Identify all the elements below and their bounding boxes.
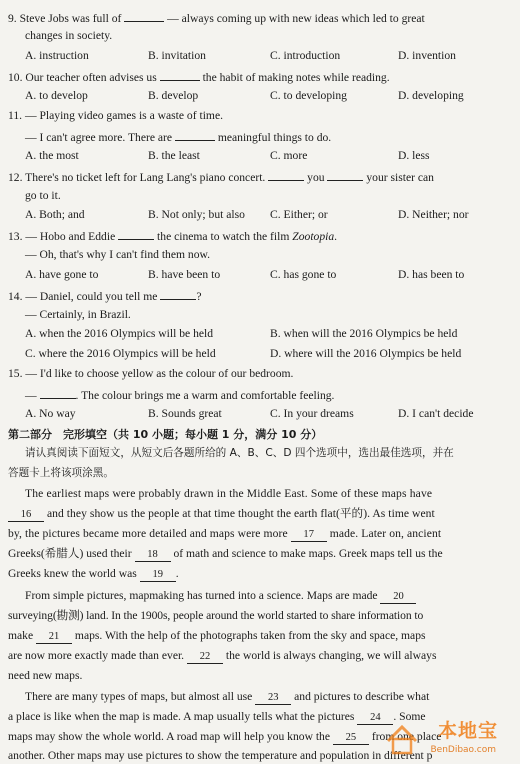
passage-text: maps. With the help of the photographs taken from the sky and space, maps	[74, 629, 426, 642]
q12-stem-text-2: you	[307, 171, 325, 184]
q9-stem-text-2: — always coming up with new ideas which led to great	[167, 12, 425, 25]
q12-stem-line2: go to it.	[25, 189, 61, 202]
passage-p2-line3	[8, 629, 426, 644]
passage-text: from one place	[371, 730, 442, 743]
q15-stem-text: . The colour brings me a warm and comfortable feeling.	[75, 389, 335, 402]
q9-stem-line2: changes in society.	[25, 29, 113, 42]
passage-p2-line4	[8, 649, 436, 664]
q10-answer-blank	[160, 69, 200, 81]
q15-option-d: D. I can't decide	[398, 407, 474, 420]
q9-stem-text: 9. Steve Jobs was full of	[8, 12, 122, 25]
passage-p3-line4: another. Other maps may use pictures to show the temperature and population in different p	[8, 749, 433, 762]
q13-answer-blank	[118, 228, 154, 240]
q14-stem-line1	[8, 288, 201, 304]
passage-text: From simple pictures, mapmaking has turned into a science. Maps are made	[25, 589, 378, 602]
q12-option-a: A. Both; and	[25, 208, 85, 221]
q13-option-b: B. have been to	[148, 268, 221, 281]
q15-answer-blank	[40, 387, 76, 399]
q15-stem-line2	[25, 387, 334, 403]
q13-stem-line2: — Oh, that's why I can't find them now.	[25, 248, 211, 261]
q15-option-b: B. Sounds great	[148, 407, 222, 420]
q15-option-c: C. In your dreams	[270, 407, 354, 420]
q9-answer-blank	[124, 10, 164, 22]
q12-stem-text: 12. There's no ticket left for Lang Lang's piano concert.	[8, 171, 266, 184]
q13-film-title: Zootopia	[292, 230, 335, 243]
section-title: 第二部分 完形填空（共 10 小题；每小题 1 分，满分 10 分）	[8, 428, 323, 441]
passage-text: made. Later on, ancient	[329, 527, 442, 540]
cloze-blank-17: 17	[291, 529, 327, 542]
passage-p1-line1: The earliest maps were probably drawn in the Middle East. Some of these maps have	[25, 487, 433, 500]
q11-stem-line1: 11. — Playing video games is a waste of time.	[8, 109, 223, 122]
passage-text: by, the pictures became more detailed and maps were more	[8, 527, 288, 540]
q14-option-d: D. where will the 2016 Olympics be held	[270, 347, 462, 360]
q11-option-a: A. the most	[25, 149, 79, 162]
section-instructions-1: 请认真阅读下面短文，从短文后各题所给的 A、B、C、D 四个选项中，选出最佳选项，并在	[25, 447, 454, 459]
passage-text: the world is always changing, we will always	[225, 649, 437, 662]
q9-stem-line1	[8, 10, 425, 26]
section-instructions-2: 答题卡上将该项涂黑。	[8, 467, 114, 479]
cloze-blank-16: 16	[8, 509, 44, 522]
passage-p1-line3	[8, 527, 441, 542]
q12-answer-blank-2	[327, 169, 363, 181]
cloze-blank-24: 24	[357, 712, 393, 725]
q13-option-a: A. have gone to	[25, 268, 99, 281]
passage-p3-line3	[8, 730, 441, 745]
q11-stem-text: — I can't agree more. There are	[25, 131, 173, 144]
watermark-url: BenDibao.com	[430, 745, 496, 755]
passage-p1-line5	[8, 567, 179, 582]
q14-stem-qmark: ?	[196, 290, 202, 303]
passage-text: .	[175, 567, 179, 580]
q13-stem-text-2: the cinema to watch the film	[157, 230, 290, 243]
q14-option-c: C. where the 2016 Olympics will be held	[25, 347, 216, 360]
q13-option-d: D. has been to	[398, 268, 465, 281]
passage-text: are now more exactly made than ever.	[8, 649, 185, 662]
q10-option-c: C. to developing	[270, 89, 347, 102]
passage-text: Greeks knew the world was	[8, 567, 137, 580]
passage-text: Greeks(希腊人) used their	[8, 547, 132, 560]
q9-option-b: B. invitation	[148, 49, 206, 62]
q12-answer-blank-1	[268, 169, 304, 181]
q14-option-b: B. when will the 2016 Olympics be held	[270, 327, 458, 340]
cloze-blank-21: 21	[36, 631, 72, 644]
q9-option-d: D. invention	[398, 49, 456, 62]
q9-option-a: A. instruction	[25, 49, 89, 62]
q14-answer-blank	[160, 288, 196, 300]
passage-p2-line5: need new maps.	[8, 669, 83, 682]
q13-stem-text: 13. — Hobo and Eddie	[8, 230, 116, 243]
q13-option-c: C. has gone to	[270, 268, 337, 281]
q10-stem-text-2: the habit of making notes while reading.	[202, 71, 390, 84]
q10-stem	[8, 69, 390, 85]
q13-stem-period: .	[334, 230, 338, 243]
q14-stem-line2: — Certainly, in Brazil.	[25, 308, 131, 321]
passage-text: maps may show the whole world. A road map will help you know the	[8, 730, 331, 743]
watermark-text: 本地宝	[437, 720, 498, 742]
q10-option-d: D. developing	[398, 89, 464, 102]
passage-text: of math and science to make maps. Greek maps tell us the	[173, 547, 443, 560]
passage-p2-line1	[25, 589, 416, 604]
cloze-blank-23: 23	[255, 692, 291, 705]
q11-answer-blank	[175, 129, 215, 141]
q11-stem-text-2: meaningful things to do.	[217, 131, 332, 144]
passage-p1-line4	[8, 547, 443, 562]
cloze-blank-22: 22	[187, 651, 223, 664]
q12-option-c: C. Either; or	[270, 208, 328, 221]
cloze-blank-25: 25	[333, 732, 369, 745]
q11-option-b: B. the least	[148, 149, 200, 162]
q13-stem-line1	[8, 228, 337, 244]
passage-text: and pictures to describe what	[294, 690, 430, 703]
passage-text: There are many types of maps, but almost all use	[25, 690, 253, 703]
q11-option-d: D. less	[398, 149, 430, 162]
q10-stem-text: 10. Our teacher often advises us	[8, 71, 157, 84]
q15-option-a: A. No way	[25, 407, 76, 420]
q12-option-b: B. Not only; but also	[148, 208, 245, 221]
passage-p2-line2: surveying(勘测) land. In the 1900s, people around the world started to share information to	[8, 609, 424, 622]
q14-option-a: A. when the 2016 Olympics will be held	[25, 327, 214, 340]
q15-stem-line1: 15. — I'd like to choose yellow as the colour of our bedroom.	[8, 367, 294, 380]
passage-p1-line2	[8, 507, 435, 522]
cloze-blank-20: 20	[380, 591, 416, 604]
cloze-blank-18: 18	[135, 549, 171, 562]
passage-p3-line2	[8, 710, 426, 725]
q12-stem-text-3: your sister can	[366, 171, 434, 184]
passage-text: a place is like when the map is made. A map usually tells what the pictures	[8, 710, 355, 723]
passage-p3-line1	[25, 690, 429, 705]
passage-text: and they show us the people at that time thought the earth flat(平的). As time went	[46, 507, 435, 520]
q9-option-c: C. introduction	[270, 49, 341, 62]
q15-stem-dash: —	[25, 389, 40, 402]
q11-stem-line2	[25, 129, 331, 145]
cloze-blank-19: 19	[140, 569, 176, 582]
passage-text: . Some	[393, 710, 426, 723]
q12-stem-line1	[8, 169, 434, 185]
q11-option-c: C. more	[270, 149, 308, 162]
q10-option-b: B. develop	[148, 89, 199, 102]
q14-stem-text: 14. — Daniel, could you tell me	[8, 290, 158, 303]
q12-option-d: D. Neither; nor	[398, 208, 469, 221]
q10-option-a: A. to develop	[25, 89, 88, 102]
passage-text: make	[8, 629, 34, 642]
